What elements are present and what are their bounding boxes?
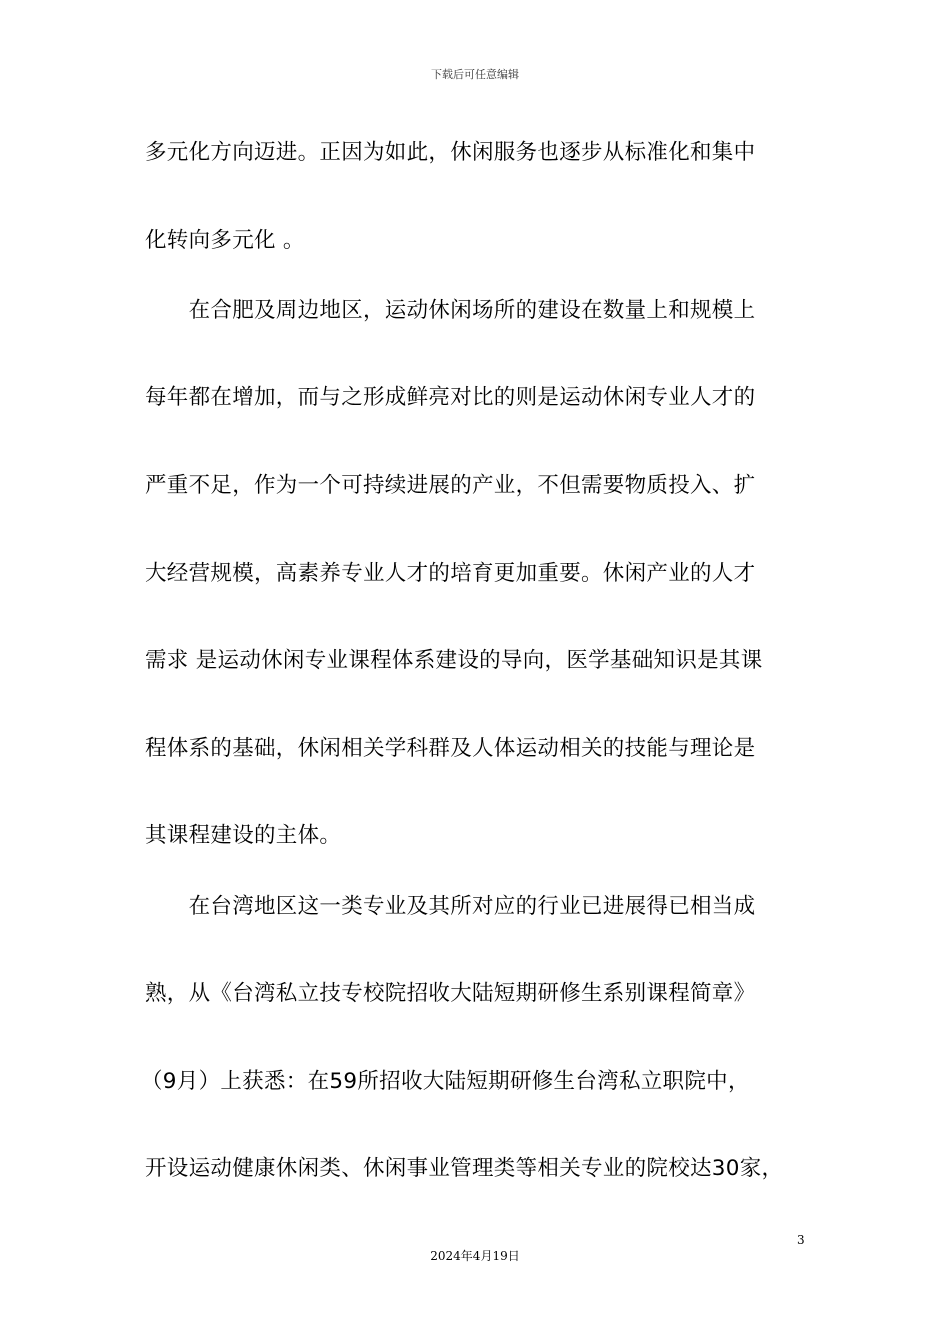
body-line: 需求 是运动休闲专业课程体系建设的导向，医学基础知识是其课 xyxy=(145,648,763,673)
body-line: 化转向多元化 。 xyxy=(145,228,305,253)
page-header: 下载后可任意编辑 xyxy=(431,68,519,81)
body-line: 严重不足，作为一个可持续进展的产业，不但需要物质投入、扩 xyxy=(145,473,756,498)
body-line: 其课程建设的主体。 xyxy=(145,823,342,848)
body-line: 开设运动健康休闲类、休闲事业管理类等相关专业的院校达30家， xyxy=(145,1156,784,1181)
page-number: 3 xyxy=(797,1233,805,1247)
body-line: 多元化方向迈进。正因为如此，休闲服务也逐步从标准化和集中 xyxy=(145,140,756,165)
body-line: 在台湾地区这一类专业及其所对应的行业已进展得已相当成 xyxy=(145,894,756,919)
body-line: 程体系的基础，休闲相关学科群及人体运动相关的技能与理论是 xyxy=(145,736,756,761)
body-line: 熟，从《台湾私立技专校院招收大陆短期研修生系别课程简章》 xyxy=(145,981,756,1006)
body-line: 每年都在增加，而与之形成鲜亮对比的则是运动休闲专业人才的 xyxy=(145,385,756,410)
body-line: 在合肥及周边地区，运动休闲场所的建设在数量上和规模上 xyxy=(145,298,756,323)
body-line: （9月）上获悉：在59所招收大陆短期研修生台湾私立职院中， xyxy=(141,1069,750,1094)
body-line: 大经营规模，高素养专业人才的培育更加重要。休闲产业的人才 xyxy=(145,561,756,586)
footer-date: 2024年4月19日 xyxy=(430,1249,520,1263)
